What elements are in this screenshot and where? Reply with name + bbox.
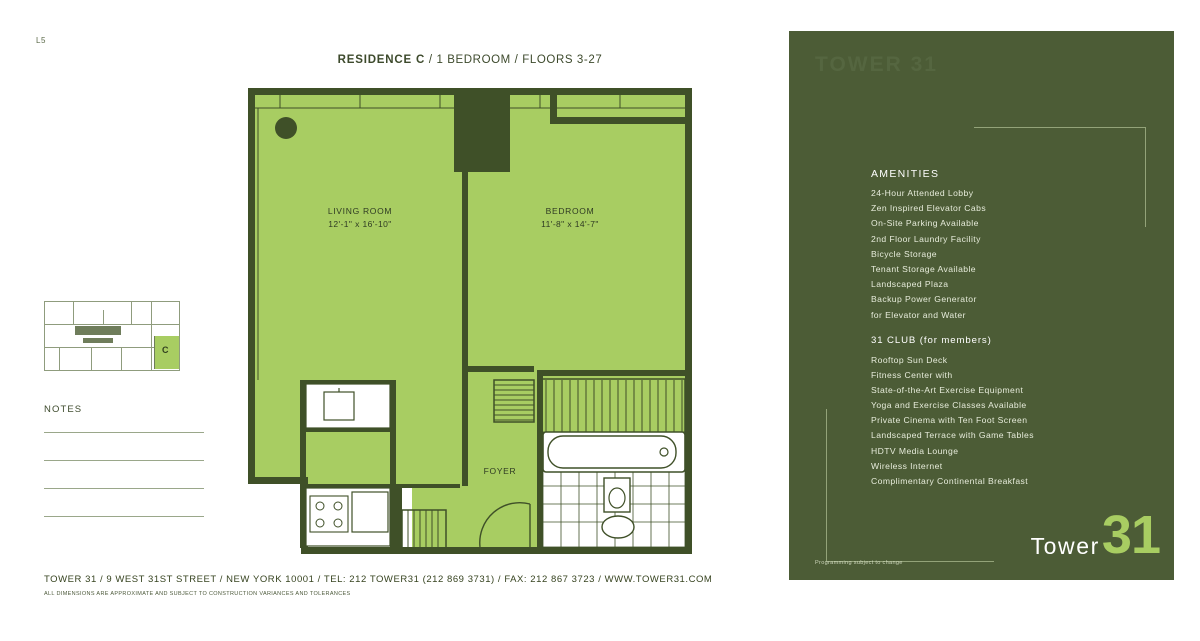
club-heading: 31 CLUB (for members) [871, 335, 992, 346]
room-label-bedroom [505, 205, 635, 231]
room-label-foyer [455, 465, 545, 478]
floor-plan-drawing [240, 80, 700, 562]
club-item: State-of-the-Art Exercise Equipment [871, 385, 1024, 396]
club-item: Wireless Internet [871, 460, 943, 471]
panel-ghost-title: TOWER 31 [815, 53, 938, 76]
club-list [871, 353, 1146, 489]
amenity-item: for Elevator and Water [871, 309, 966, 320]
amenity-item: Tenant Storage Available [871, 264, 977, 275]
residence-subtitle: / 1 BEDROOM / FLOORS 3-27 [425, 54, 603, 66]
club-item: Private Cinema with Ten Foot Screen [871, 415, 1028, 426]
panel-rule-top [974, 127, 1146, 128]
room-name: FOYER [483, 466, 517, 476]
amenity-item: 2nd Floor Laundry Facility [871, 233, 981, 244]
amenity-item: Bicycle Storage [871, 248, 938, 259]
club-item: Landscaped Terrace with Game Tables [871, 430, 1034, 441]
plan-toilet [604, 478, 630, 512]
club-item: HDTV Media Lounge [871, 445, 959, 456]
footer-disclaimer: ALL DIMENSIONS ARE APPROXIMATE AND SUBJECT TO CONSTRUCTION VARIANCES AND TOLERANCES [44, 591, 351, 597]
club-item: Rooftop Sun Deck [871, 355, 948, 365]
notes-rule [44, 488, 204, 489]
room-name: LIVING ROOM [327, 206, 393, 216]
amenity-item: Zen Inspired Elevator Cabs [871, 203, 987, 214]
room-label-living [290, 205, 430, 231]
amenity-item: Backup Power Generator [871, 294, 977, 305]
amenity-item: 24-Hour Attended Lobby [871, 188, 974, 198]
key-plan[interactable] [44, 301, 180, 371]
plan-bath-sink [602, 516, 634, 538]
room-dimensions: 11'-8" x 14'-7" [541, 219, 599, 230]
key-plan-unit-c[interactable] [154, 336, 179, 369]
room-name: BEDROOM [545, 206, 595, 216]
key-plan-unit-label: C [162, 345, 169, 355]
plan-bathtub [543, 432, 685, 472]
brand-number: 31 [1101, 505, 1160, 565]
notes-rule [44, 460, 204, 461]
page-title [240, 54, 700, 66]
amenity-item: Landscaped Plaza [871, 279, 949, 290]
brand-logo [1030, 505, 1160, 565]
club-item: Fitness Center with [871, 370, 953, 381]
amenities-list [871, 186, 1131, 323]
panel-rule-right [1145, 127, 1146, 227]
notes-rule [44, 516, 204, 517]
residence-label: RESIDENCE C [337, 54, 426, 66]
amenities-heading: AMENITIES [871, 168, 940, 180]
plan-column [275, 117, 297, 139]
panel-rule-left [826, 409, 827, 561]
brand-word: Tower [1030, 533, 1100, 559]
notes-rule [44, 432, 204, 433]
room-dimensions: 12'-1" x 16'-10" [328, 219, 392, 230]
plan-kitchen-sink [306, 384, 390, 428]
club-item: Complimentary Continental Breakfast [871, 475, 1029, 486]
programming-note: Programming subject to change [815, 560, 903, 566]
club-item: Yoga and Exercise Classes Available [871, 400, 1027, 411]
sheet-code: L5 [36, 36, 46, 45]
amenities-panel [789, 31, 1174, 580]
amenity-item: On-Site Parking Available [871, 218, 979, 229]
footer-address: TOWER 31 / 9 WEST 31ST STREET / NEW YORK 10001 / TEL: 212 TOWER31 (212 869 3731) / FAX: 212 867 3723 / WWW.TOWER31.COM [44, 574, 713, 585]
plan-kitchen [306, 488, 390, 546]
notes-label: NOTES [44, 404, 83, 415]
